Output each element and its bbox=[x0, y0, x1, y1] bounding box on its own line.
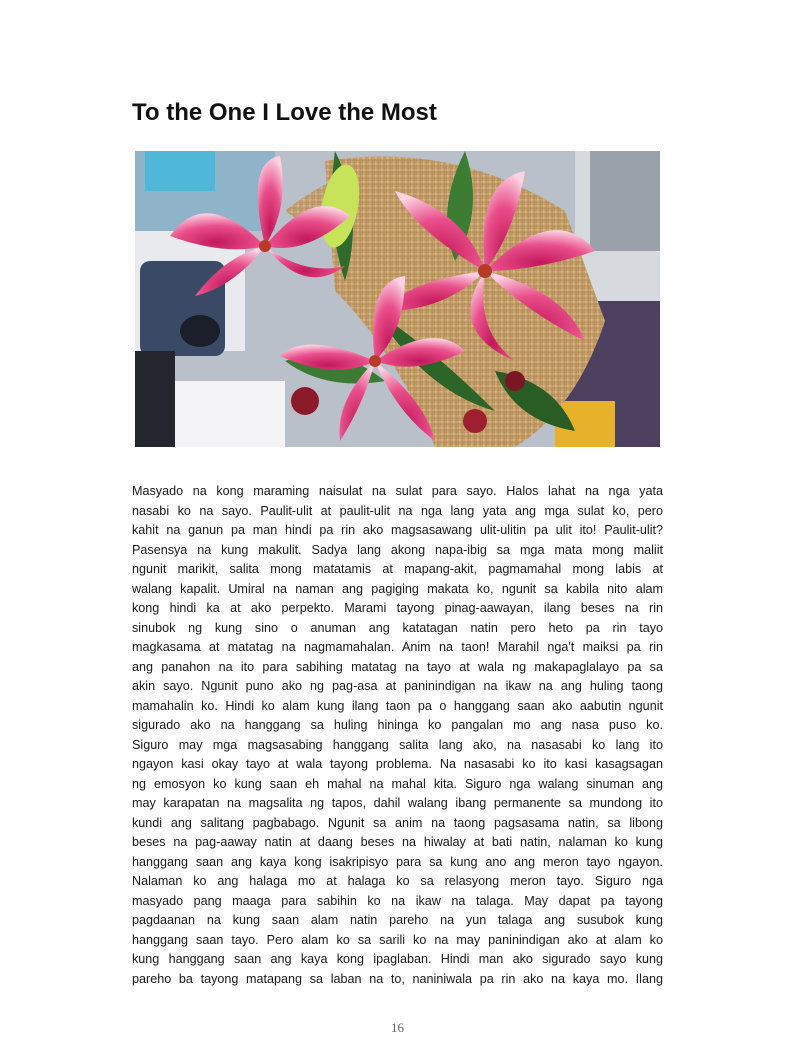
body-line: kahit na ganun pa man hindi pa rin ako magsasawang ulit-ulitin pa ulit ito! Paulit-ulit? bbox=[132, 523, 663, 537]
body-line: kung hanggang saan ang kaya kong ipaglaban. Hindi man ako sigurado sayo kung bbox=[132, 952, 663, 966]
body-line: walang kapalit. Umiral na naman ang pagiging makata ko, ngunit sa kabila nito alam bbox=[132, 581, 663, 596]
body-line: ngayon kasi okay tayo at wala tayong problema. Na nasasabi ko ito kasi kasagsagan bbox=[132, 757, 663, 771]
body-line: Masyado na kong maraming naisulat na sulat para sayo. Halos lahat na nga yata bbox=[132, 484, 663, 498]
body-line: akin sayo. Ngunit puno ako ng pag-asa at paninindigan na ikaw na ang huling taong bbox=[132, 679, 663, 693]
body-line: masyado pang maaga para sabihin ko na ikaw na talaga. May dapat pa tayong bbox=[132, 893, 663, 908]
body-line: pagdaanan na kung saan alam natin pareho na yun talaga ang susubok kung bbox=[132, 913, 663, 927]
body-line: ang panahon na ito para sabihing matatag na tayo at wala ng makapaglalayo pa sa bbox=[132, 659, 663, 674]
body-line: mamahalin ko. Hindi ko alam kung ilang taon pa o hanggang saan ako aabutin ngunit bbox=[132, 698, 663, 713]
page-number: 16 bbox=[391, 1020, 404, 1035]
body-line: magkasama at matatag na nagmamahalan. Anim na taon! Marahil nga't maiksi pa rin bbox=[132, 640, 663, 654]
body-line: Nalaman ko ang halaga mo at halaga ko sa relasyong meron tayo. Siguro nga bbox=[132, 874, 663, 888]
page-title: To the One I Love the Most bbox=[132, 99, 437, 126]
letter-body bbox=[132, 482, 663, 989]
photo-frame bbox=[135, 151, 660, 447]
body-line: sigurado ako na hanggang sa huling hininga ko pangalan mo ang nasa puso ko. bbox=[132, 718, 663, 732]
body-line: Pasensya na kung makulit. Sadya lang akong napa-ibig sa mga mata mong maliit bbox=[132, 542, 663, 557]
body-line: pareho ba tayong matapang sa laban na to, naniniwala pa rin ako na kaya mo. Ilang bbox=[132, 971, 663, 986]
body-line: kundi ang salitang pagbabago. Ngunit sa anim na taong pagsasama natin, sa libong bbox=[132, 815, 663, 830]
body-line: kong hindi ka at ako perpekto. Marami tayong pinag-aawayan, ilang beses na rin bbox=[132, 601, 663, 615]
body-line: may karapatan na magsalita ng tapos, dahil walang ibang permanente sa mundong ito bbox=[132, 796, 663, 810]
body-line: ngunit marikit, salita mong matatamis at mapang-akit, pagmamahal mong labis at bbox=[132, 562, 663, 576]
body-line: beses na pag-aaway natin at daang beses na hiwalay at bati natin, nalaman ko kung bbox=[132, 835, 663, 849]
body-line: hanggang saan tayo. Pero alam ko sa sarili ko na may paninindigan ako at alam ko bbox=[132, 932, 663, 947]
pink-lily-bouquet-photo bbox=[135, 151, 660, 447]
body-line: nasabi ko na sayo. Paulit-ulit at paulit-ulit na nga lang yata ang mga sulat ko, pero bbox=[132, 503, 663, 518]
body-line: Siguro may mga magsasabing hanggang salita lang ako, na nasasabi ko lang ito bbox=[132, 737, 663, 752]
body-line: ng emosyon ko kung saan eh mahal na mahal kita. Siguro nga walang sinuman ang bbox=[132, 776, 663, 791]
body-line: sinubok ng kung sino o anuman ang katatagan natin pero heto pa rin tayo bbox=[132, 620, 663, 635]
body-line: hanggang saan ang kaya kong isakripisyo para sa kung ano ang meron tayo ngayon. bbox=[132, 854, 663, 869]
